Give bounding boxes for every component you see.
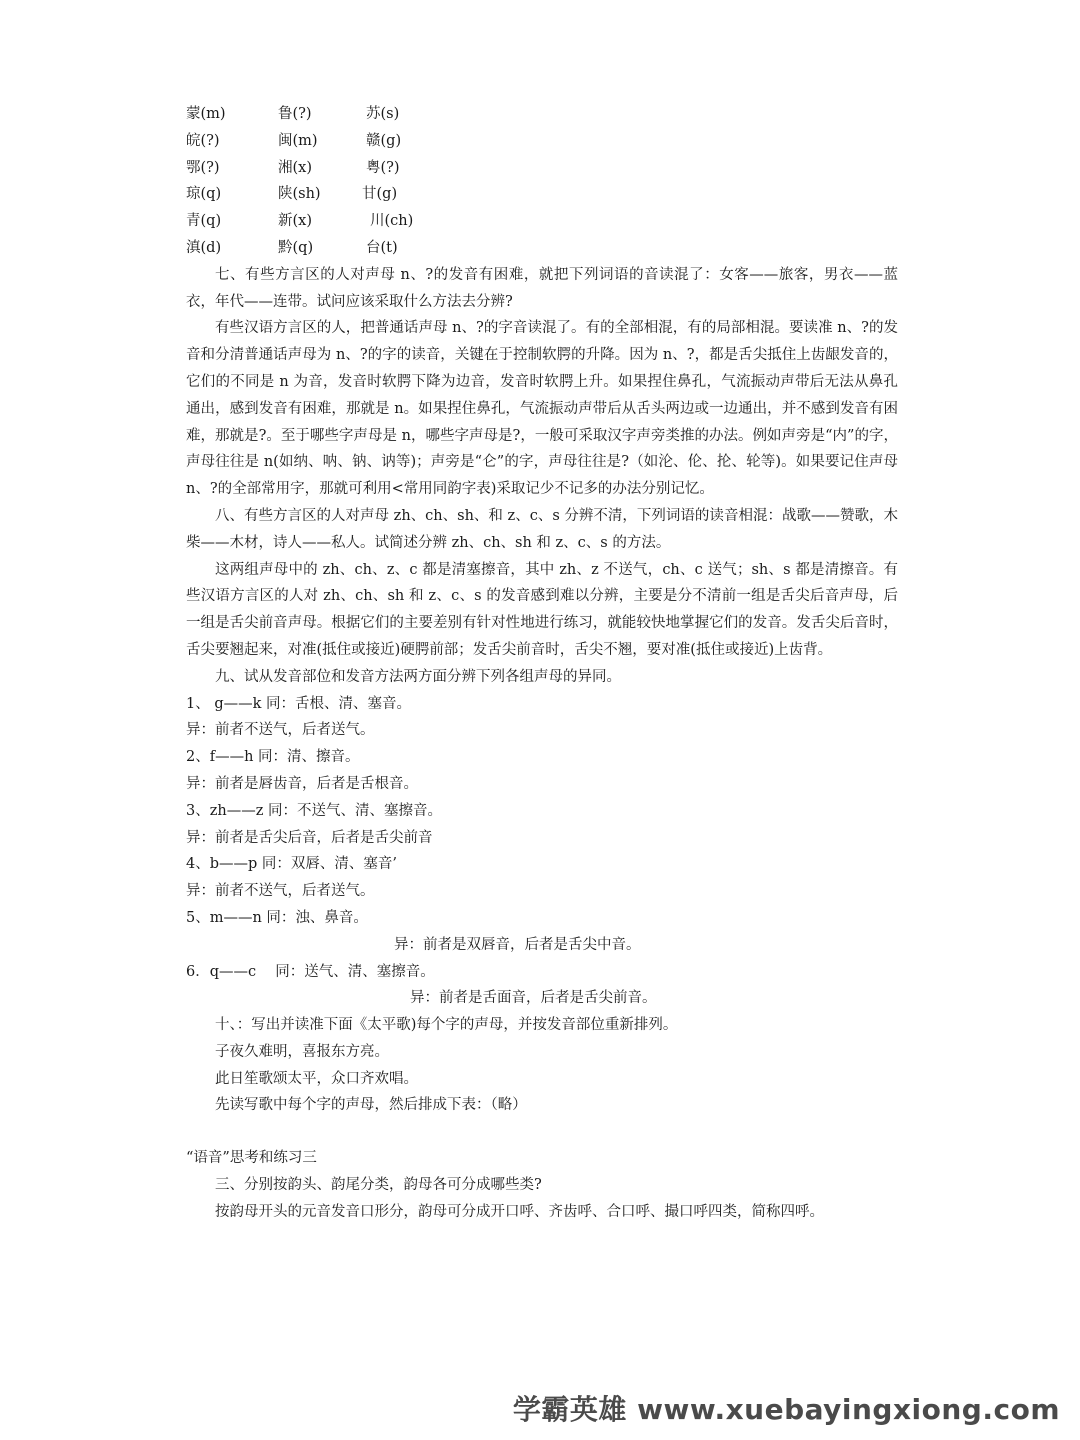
question-7: 七、有些方言区的人对声母 n、?的发音有困难，就把下列词语的音读混了：女客——旅客，男衣——蓝衣，年代——连带。试问应该采取什么方法去分辨? <box>186 266 898 310</box>
table-cell: 琼(q) <box>186 186 222 203</box>
table-row <box>186 101 898 128</box>
answer-line: 3、zh——z 同：不送气、清、塞擦音。 <box>186 802 442 819</box>
answer-line: 6．q——c 同：送气、清、塞擦音。 <box>186 963 435 980</box>
answer-8: 这两组声母中的 zh、ch、z、c 都是清塞擦音，其中 zh、z 不送气，ch、c 送气；sh、s 都是清擦音。有些汉语方言区的人对 zh、ch、sh 和 z、c、s 的发音感到难以分辨，主要是分不清前一组是舌尖后音声母，后一组是舌尖前音声母。根据它们的主要差别有针对性地进行练习，就能较快地掌握它们的发音。发舌尖后音时，舌尖要翘起来，对准(抵住或接近)硬腭前部；发舌尖前音时，舌尖不翘，要对准(抵住或接近)上齿背。 <box>186 561 898 658</box>
answer-line: 1、 g——k 同：舌根、清、塞音。 <box>186 695 412 712</box>
table-cell: 鄂(?) <box>186 159 220 176</box>
table-cell: 鲁(?) <box>278 106 312 122</box>
section-spacer <box>186 1119 898 1145</box>
table-cell: 皖(?) <box>186 132 220 149</box>
site-watermark: 学霸英雄 www.xuebayingxiong.com <box>512 1393 1060 1426</box>
province-pinyin-table <box>186 101 898 262</box>
table-cell: 苏(s) <box>366 106 400 122</box>
answer-line: 异：前者不送气，后者送气。 <box>186 722 375 739</box>
table-row <box>186 181 898 208</box>
answer-7: 有些汉语方言区的人，把普通话声母 n、?的字音读混了。有的全部相混，有的局部相混。要读准 n、?的发音和分清普通话声母为 n、?的字的读音，关键在于控制软腭的升降。因为 n、?，都是舌尖抵住上齿龈发音的，它们的不同是 n 为音，发音时软腭下降为边音，发音时软腭上升。如果捏住鼻孔，气流振动声带后无法从鼻孔通出，感到发音有困难，那就是 n。如果捏住鼻孔，气流振动声带后从舌头两边或一边通出，并不感到发音有困难，那就是?。至于哪些字声母是 n，哪些字声母是?，一般可采取汉字声旁类推的办法。例如声旁是“内”的字，声母往往是 n(如纳、呐、钠、讷等)；声旁是“仑”的字，声母往往是?（如沦、伦、抡、轮等)。如果要记住声母 n、?的全部常用字，那就可利用<常用同韵字表)采取记少不记多的办法分别记忆。 <box>186 320 898 498</box>
table-cell: 滇(d) <box>186 239 222 256</box>
question-10: 十、：写出并读准下面《太平歌)每个字的声母，并按发音部位重新排列。 <box>215 1017 678 1034</box>
answer-line: 异：前者是双唇音，后者是舌尖中音。 <box>394 936 641 953</box>
table-cell: 青(q) <box>186 213 222 230</box>
table-cell: 蒙(m) <box>186 106 226 122</box>
table-cell: 湘(x) <box>278 159 312 176</box>
document-body <box>186 101 898 1226</box>
answer-3: 按韵母开头的元音发音口形分，韵母可分成开口呼、齐齿呼、合口呼、撮口呼四类，简称四呼。 <box>215 1203 824 1220</box>
table-cell: 甘(g) <box>362 186 398 203</box>
table-cell: 闽(m) <box>278 132 318 149</box>
question-3: 三、分别按韵头、韵尾分类，韵母各可分成哪些类? <box>215 1177 542 1194</box>
answer-line: 4、b——p 同：双唇、清、塞音’ <box>186 856 398 873</box>
table-cell: 粤(?) <box>366 159 400 176</box>
table-row <box>186 155 898 182</box>
answer-line: 异：前者是唇齿音，后者是舌根音。 <box>186 775 418 792</box>
table-row <box>186 208 898 235</box>
table-cell: 赣(g) <box>366 132 402 149</box>
question-9: 九、试从发音部位和发音方法两方面分辨下列各组声母的异同。 <box>215 668 621 685</box>
table-cell: 川(ch) <box>370 213 414 230</box>
answer-line: 异：前者是舌面音，后者是舌尖前音。 <box>410 990 657 1007</box>
answer-line: 异：前者是舌尖后音，后者是舌尖前音 <box>186 829 433 846</box>
table-cell: 陕(sh) <box>278 186 321 203</box>
answer-line: 2、f——h 同：清、擦音。 <box>186 749 360 766</box>
table-cell: 台(t) <box>366 239 398 256</box>
question-8: 八、有些方言区的人对声母 zh、ch、sh、和 z、c、s 分辨不清，下列词语的读音相混：战歌——赞歌，木柴——木材，诗人——私人。试简述分辨 zh、ch、sh 和 z、c、s 的方法。 <box>186 507 898 551</box>
poem-line: 子夜久难明，喜报东方亮。 <box>215 1043 389 1060</box>
poem-line: 此日笙歌颂太平，众口齐欢唱。 <box>215 1070 418 1087</box>
table-cell: 新(x) <box>278 213 312 230</box>
table-row <box>186 128 898 155</box>
table-row <box>186 235 898 262</box>
answer-10-note: 先读写歌中每个字的声母，然后排成下表：（略） <box>215 1097 527 1114</box>
section-title: “语音”思考和练习三 <box>186 1150 317 1167</box>
answer-line: 异：前者不送气，后者送气。 <box>186 883 375 900</box>
answer-line: 5、m——n 同：浊、鼻音。 <box>186 909 368 926</box>
table-cell: 黔(q) <box>278 239 314 256</box>
